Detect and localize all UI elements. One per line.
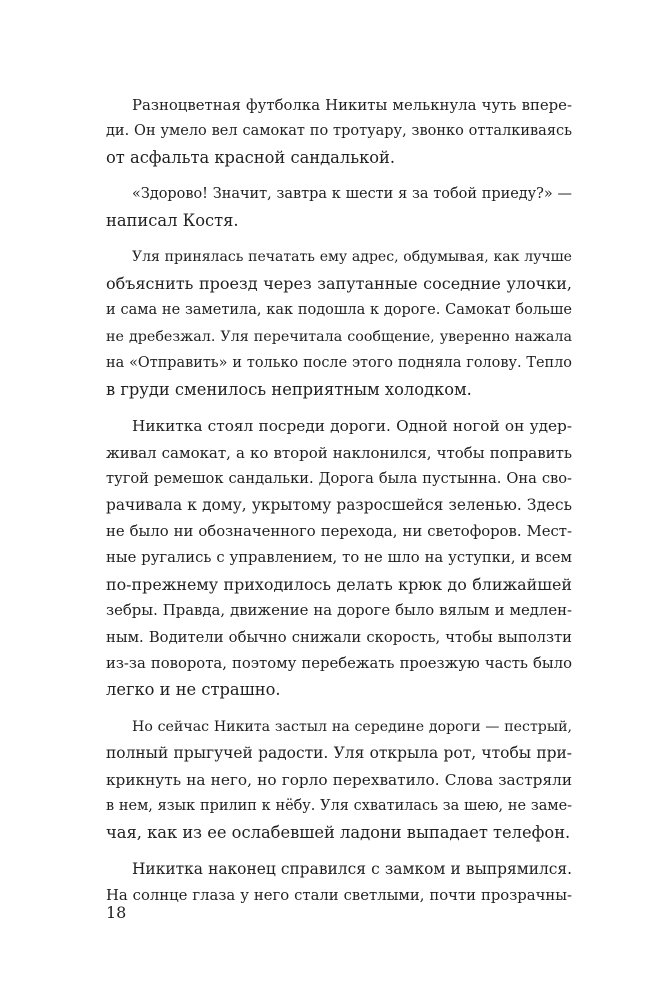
text-line: не дребезжал. Уля перечитала сообщение, уверенно нажала [106,328,572,345]
text-line: и сама не заметила, как подошла к дороге. Самокат больше [106,302,572,319]
paragraph [106,714,572,846]
text-line: Уля принялась печатать ему адрес, обдумывая, как лучше [132,249,572,266]
paragraph [106,92,572,171]
text-line: из-за поворота, поэтому перебежать проезжую часть было [106,655,572,673]
text-line: На солнце глаза у него стали светлыми, почти прозрачны- [106,886,572,904]
text-line: крикнуть на него, но горло перехватило. Слова застряли [106,770,572,789]
body-text [106,92,572,919]
text-line: «Здорово! Значит, завтра к шести я за тобой приеду?» — [132,186,572,203]
paragraph [106,181,572,234]
text-line: на «Отправить» и только после этого подняла голову. Тепло [106,355,572,372]
text-line: ные ругались с управлением, то не шло на уступки, и всем [106,549,572,567]
text-line: тугой ремешок сандальки. Дорога была пустынна. Она сво- [106,469,572,487]
text-line: Никитка наконец справился с замком и выпрямился. [132,860,572,879]
text-line: Но сейчас Никита застыл на середине дороги — пестрый, [132,719,572,735]
text-line: ди. Он умело вел самокат по тротуару, звонко отталкиваясь [106,123,572,140]
text-line: объяснить проезд через запутанные соседние улочки, [106,273,572,293]
text-line: в груди сменилось неприятным холодком. [106,379,472,399]
text-line: легко и не страшно. [106,680,281,700]
page-number: 18 [106,903,127,922]
text-line: ным. Водители обычно снижали скорость, чтобы выползти [106,628,572,646]
text-line: рачивала к дому, укрытому разросшейся зеленью. Здесь [106,496,572,515]
text-line: в нем, язык прилип к нёбу. Уля схватилась за шею, не заме- [106,798,572,815]
text-line: от асфальта красной сандалькой. [106,147,396,167]
text-line: полный прыгучей радости. Уля открыла рот, чтобы при- [106,744,572,763]
text-line: не было ни обозначенного перехода, ни светофоров. Мест- [106,522,572,540]
text-line: живал самокат, а ко второй наклонился, чтобы поправить [106,443,572,462]
text-line: зебры. Правда, движение на дороге было вялым и медлен- [106,602,572,620]
text-line: по-прежнему приходилось делать крюк до ближайшей [106,574,572,594]
paragraph [106,244,572,403]
text-line: Разноцветная футболка Никиты мелькнула чуть впере- [132,96,572,114]
text-line: написал Костя. [106,210,239,230]
text-line: Никитка стоял посреди дороги. Одной ногой он удер- [132,417,572,436]
paragraph [106,413,572,704]
paragraph [106,856,572,909]
text-line: чая, как из ее ослабевшей ладони выпадает телефон. [106,822,571,842]
